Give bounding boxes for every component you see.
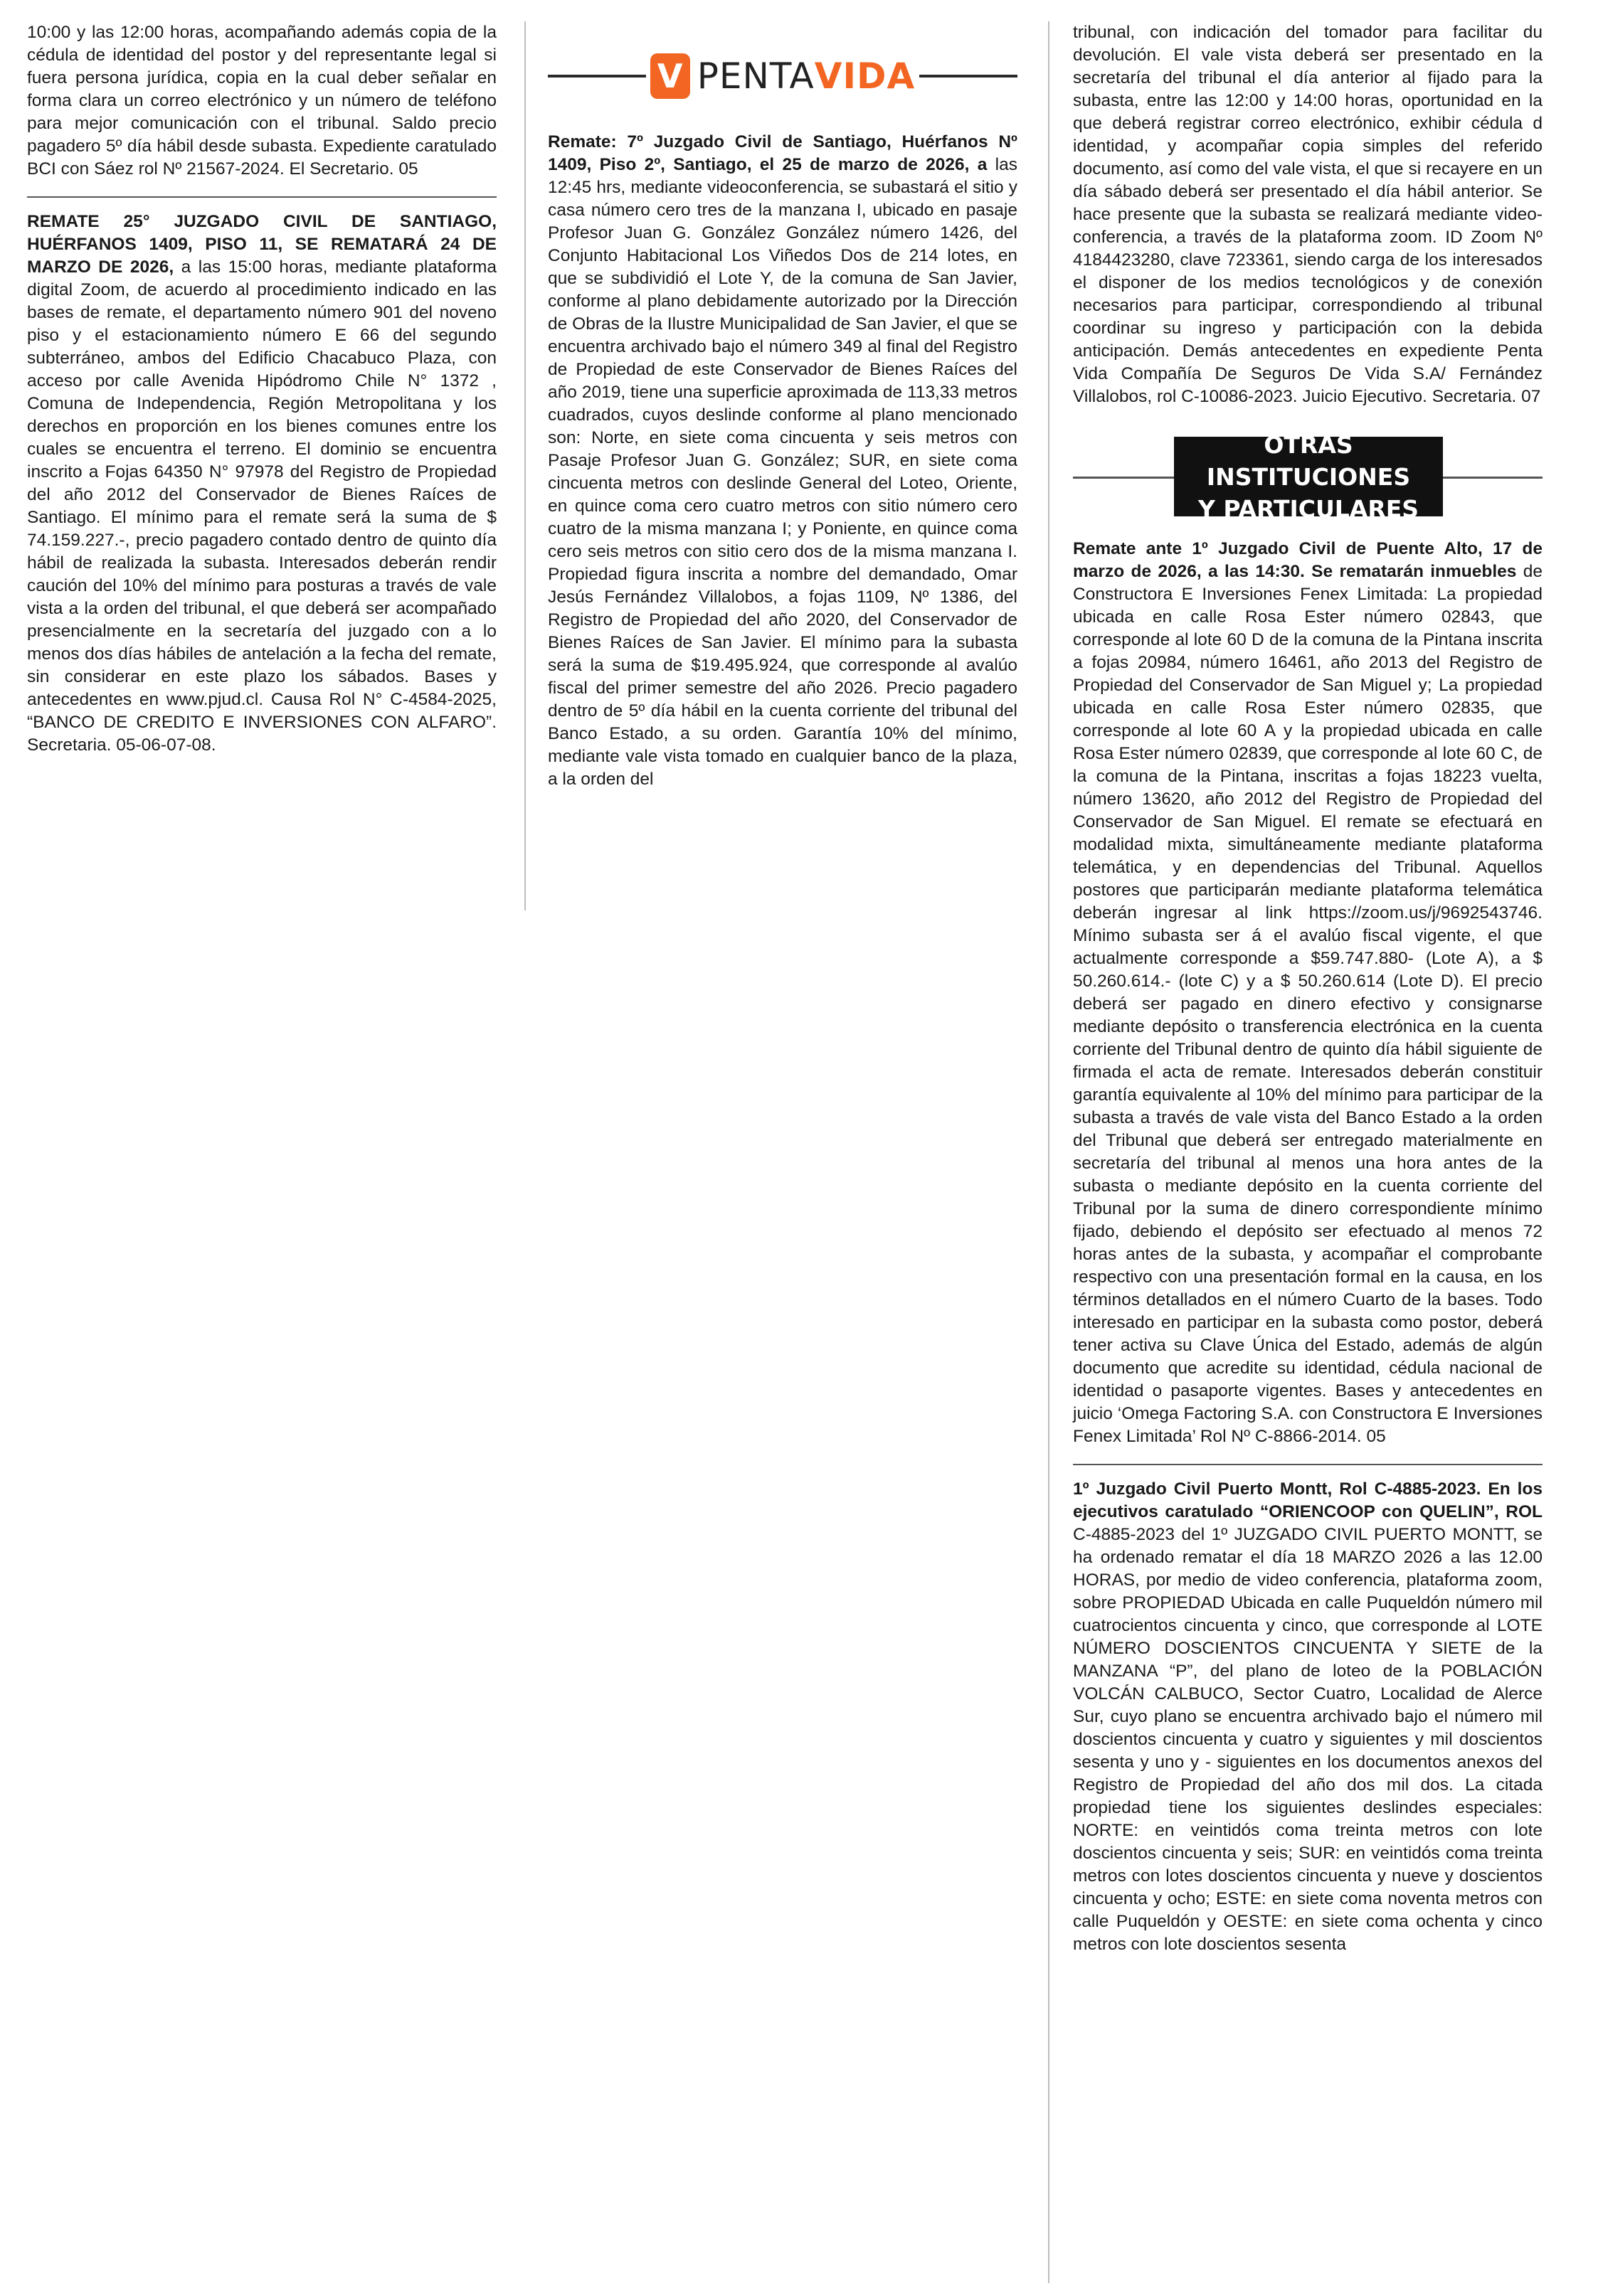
notice-title: Remate: 7º Juzgado Civil de Santiago, Huérfanos Nº 1409, Piso 2º, Santiago, el 25 de marzo de 2026, a: [548, 132, 1017, 174]
logo-word-vida: VIDA: [814, 55, 916, 97]
notice-remate-7-juzgado: [548, 131, 1017, 791]
notice-title: REMATE 25° JUZGADO CIVIL DE SANTIAGO, HUÉRFANOS 1409, PISO 11, SE REMATARÁ 24 DE MARZO DE 2026,: [27, 212, 497, 277]
heading-line-2: Y PARTICULARES: [1197, 494, 1419, 523]
column-3: [1073, 21, 1543, 1956]
v-logo-icon: V: [650, 53, 690, 99]
notice-puerto-montt: [1073, 1478, 1543, 1956]
notice-text: de Constructora E Inversiones Fenex Limitada: La propiedad ubicada en calle Rosa Ester número 02843, que corresponde al lote 60 D de la comuna de la Pintana inscrita a fojas 20984, número 16461, año 2013 del Registro de Propiedad del Conservador de San Miguel y; La propiedad ubicada en calle Rosa Ester número 02835, que corresponde al lote 60 A y la propiedad ubicada en calle Rosa Ester número 02839, que corresponde al lote 60 C, de la comuna de la Pintana, inscritas a fojas 18223 vuelta, número 13620, año 2012 del Registro de Propiedad del Conservador de San Miguel. El remate se efectuará en modalidad mixta, simultáneamente mediante plataforma telemática, y en dependencias del Tribunal. Aquellos postores que participarán mediante plataforma telemática deberán ingresar al link https://zoom.us/j/9692543746. Mínimo subasta ser á el avalúo fiscal vigente, el que actualmente corresponde a $59.747.880- (Lote A), a $ 50.260.614.- (lote C) y a $ 50.260.614 (Lote D). El precio deberá ser pagado en dinero efectivo y consignarse mediante depósito o transferencia electrónica en la cuenta corriente del Tribunal dentro de quinto día hábil siguiente de firmada el acta de remate. Interesados deberán constituir garantía equivalente al 10% del mínimo para participar de la subasta a través de vale vista del Banco Estado a la orden del Tribunal que deberá ser entregado materialmente en secretaría del tribunal al menos una hora antes de la subasta o mediante depósito en la cuenta corriente del Tribunal por la suma de dinero correspondiente mínimo fijado, debiendo el depósito ser efectuado al menos 72 horas antes de la subasta, y acompañar el comprobante respectivo con una presentación formal en la causa, en los términos detallados en el número Cuarto de la bases. Todo interesado en participar en la subasta como postor, deberá tener activa su Clave Única del Estado, además de algún documento que acredite su identidad, cédula nacional de identidad o pasaporte vigentes. Bases y antecedentes en juicio ‘Omega Factoring S.A. con Constructora E Inversiones Fenex Limitada’ Rol Nº C-8866-2014. 05: [1073, 562, 1543, 1446]
notice-text: C-4885-2023 del 1º JUZGADO CIVIL PUERTO MONTT, se ha ordenado rematar el día 18 MARZO 2026 a las 12.00 HORAS, por medio de video conferencia, plataforma zoom, sobre PROPIEDAD Ubicada en calle Puqueldón número mil cuatrocientos cincuenta y cinco, que corresponde al LOTE NÚMERO DOSCIENTOS CINCUENTA Y SIETE de la MANZANA “P”, del plano de loteo de la POBLACIÓN VOLCÁN CALBUCO, Sector Cuatro, Localidad de Alerce Sur, cuyo plano se encuentra archivado bajo el número mil doscientos cincuenta y cuatro y siguientes y mil doscientos sesenta y uno y - siguientes en los documentos anexos del Registro de Propiedad del año dos mil dos. La citada propiedad tiene los siguientes deslindes especiales: NORTE: en veintidós coma treinta metros con lote doscientos cincuenta y seis; SUR: en veintidós coma treinta metros con lotes doscientos cincuenta y nueve y doscientos cincuenta y ocho; ESTE: en siete coma noventa metros con calle Puqueldón y OESTE: en siete coma ochenta y cinco metros con lote doscientos sesenta: [1073, 1525, 1543, 1954]
column-divider: [1048, 21, 1049, 2283]
logo-word-penta: PENTA: [697, 55, 815, 97]
section-heading: [1073, 430, 1543, 523]
notice-separator: [27, 196, 497, 198]
column-2: [548, 21, 1017, 791]
notice-title: Remate ante 1º Juzgado Civil de Puente Alto, 17 de marzo de 2026, a las 14:30. Se rematarán inmuebles: [1073, 539, 1543, 581]
notice-title: 1º Juzgado Civil Puerto Montt, Rol C-4885-2023. En los ejecutivos caratulado “ORIENCOOP con QUELIN”, ROL: [1073, 1479, 1543, 1521]
column-divider: [524, 21, 526, 910]
notice-text: 10:00 y las 12:00 horas, acompañando además copia de la cédula de identidad del postor y del representante legal si fuera persona jurídica, copia en la cual deber señalar en forma clara un correo electrónico y un número de teléfono para mejor comunicación con el tribunal. Saldo precio pagadero 5º día hábil desde subasta. Expediente caratulado BCI con Sáez rol Nº 21567-2024. El Secretario. 05: [27, 23, 497, 179]
heading-line-1: OTRAS INSTITUCIONES: [1206, 430, 1411, 491]
notice-continuation: [27, 21, 497, 181]
heading-box: [1174, 430, 1443, 523]
notice-text: las 12:45 hrs, mediante videoconferencia, se subastará el sitio y casa número cero tres de la manzana I, ubicado en pasaje Profesor Juan G. González González número 1426, del Conjunto Habitacional Los Viñedos Dos de 214 lotes, en que se subdividió el Lote Y, de la comuna de San Javier, conforme al plano debidamente autorizado por la Dirección de Obras de la Ilustre Municipalidad de San Javier, el que se encuentra archivado bajo el número 349 al final del Registro de Propiedad de este Conservador de Bienes Raíces del año 2019, tiene una superficie aproximada de 113,33 metros cuadrados, cuyos deslinde conforme al plano mencionado son: Norte, en siete coma cincuenta y seis metros con Pasaje Profesor Juan G. González; SUR, en siete coma cincuenta metros con deslinde General del Loteo, Oriente, en quince coma cero cuatro metros con sitio número cero cuatro de la misma manzana I; y Poniente, en quince coma cero seis metros con sitio cero dos de la misma manzana I. Propiedad figura inscrita a nombre del demandado, Omar Jesús Fernández Villalobos, a fojas 1109, Nº 1386, del Registro de Propiedad del año 2020, del Conservador de Bienes Raíces de San Javier. El mínimo para la subasta será la suma de $19.495.924, que corresponde al avalúo fiscal del primer semestre del año 2026. Precio pagadero dentro de 5º día hábil en la cuenta corriente del tribunal del Banco Estado, a su orden. Garantía 10% del mínimo, mediante vale vista tomado en cualquier banco de la plaza, a la orden del: [548, 155, 1017, 789]
notice-continuation: [1073, 21, 1543, 408]
notice-text: tribunal, con indicación del tomador para facilitar du devolución. El vale vista deberá ser presentado en la secretaría del tribunal el día anterior al fijado para la subasta, entre las 12:00 y 14:00 horas, oportunidad en la que deberá registrar correo electrónico, exhibir cédula d identidad, y acompañar copia simples del referido documento, así como del vale vista, el que si recayere en un día sábado deberá ser presentado el día hábil anterior. Se hace presente que la subasta se realizará mediante video- conferencia, a través de la plataforma zoom. ID Zoom Nº 4184423280, clave 723361, siendo carga de los interesados el disponer de los medios tecnológicos y de conexión necesarios para participar, correspondiendo al tribunal coordinar su ingreso y participación con la debida anticipación. Demás antecedentes en expediente Penta Vida Compañía De Seguros De Vida S.A/ Fernández Villalobos, rol C-10086-2023. Juicio Ejecutivo. Secretaria. 07: [1073, 23, 1543, 406]
penta-vida-logo: [548, 51, 1017, 98]
column-1: [27, 21, 497, 757]
notice-remate-25-juzgado: [27, 211, 497, 757]
notice-text: a las 15:00 horas, mediante plataforma digital Zoom, de acuerdo al procedimiento indicado en las bases de remate, el departamento número 901 del noveno piso y el estacionamiento número E 66 del segundo subterráneo, ambos del Edificio Chacabuco Plaza, con acceso por calle Avenida Hipódromo Chile N° 1372 , Comuna de Independencia, Región Metropolitana y los derechos en proporción en los bienes comunes entre los cuales se encuentra el terreno. El dominio se encuentra inscrito a Fojas 64350 N° 97978 del Registro de Propiedad del año 2012 del Conservador de Bienes Raíces de Santiago. El mínimo para el remate será la suma de $ 74.159.227.-, precio pagadero contado dentro de quinto día hábil de realizada la subasta. Interesados deberán rendir caución del 10% del mínimo para posturas a través de vale vista a la orden del tribunal, el que deberá ser acompañado presencialmente en la secretaría del juzgado con a lo menos dos días hábiles de antelación a la fecha del remate, sin considerar en este plazo los sábados. Bases y antecedentes en www.pjud.cl. Causa Rol N° C-4584-2025, “BANCO DE CREDITO E INVERSIONES CON ALFARO”. Secretaria. 05-06-07-08.: [27, 257, 497, 755]
notice-separator: [1073, 1464, 1543, 1465]
logo-wordmark: [697, 55, 916, 97]
notice-remate-puente-alto: [1073, 538, 1543, 1448]
logo-box: [646, 51, 919, 101]
